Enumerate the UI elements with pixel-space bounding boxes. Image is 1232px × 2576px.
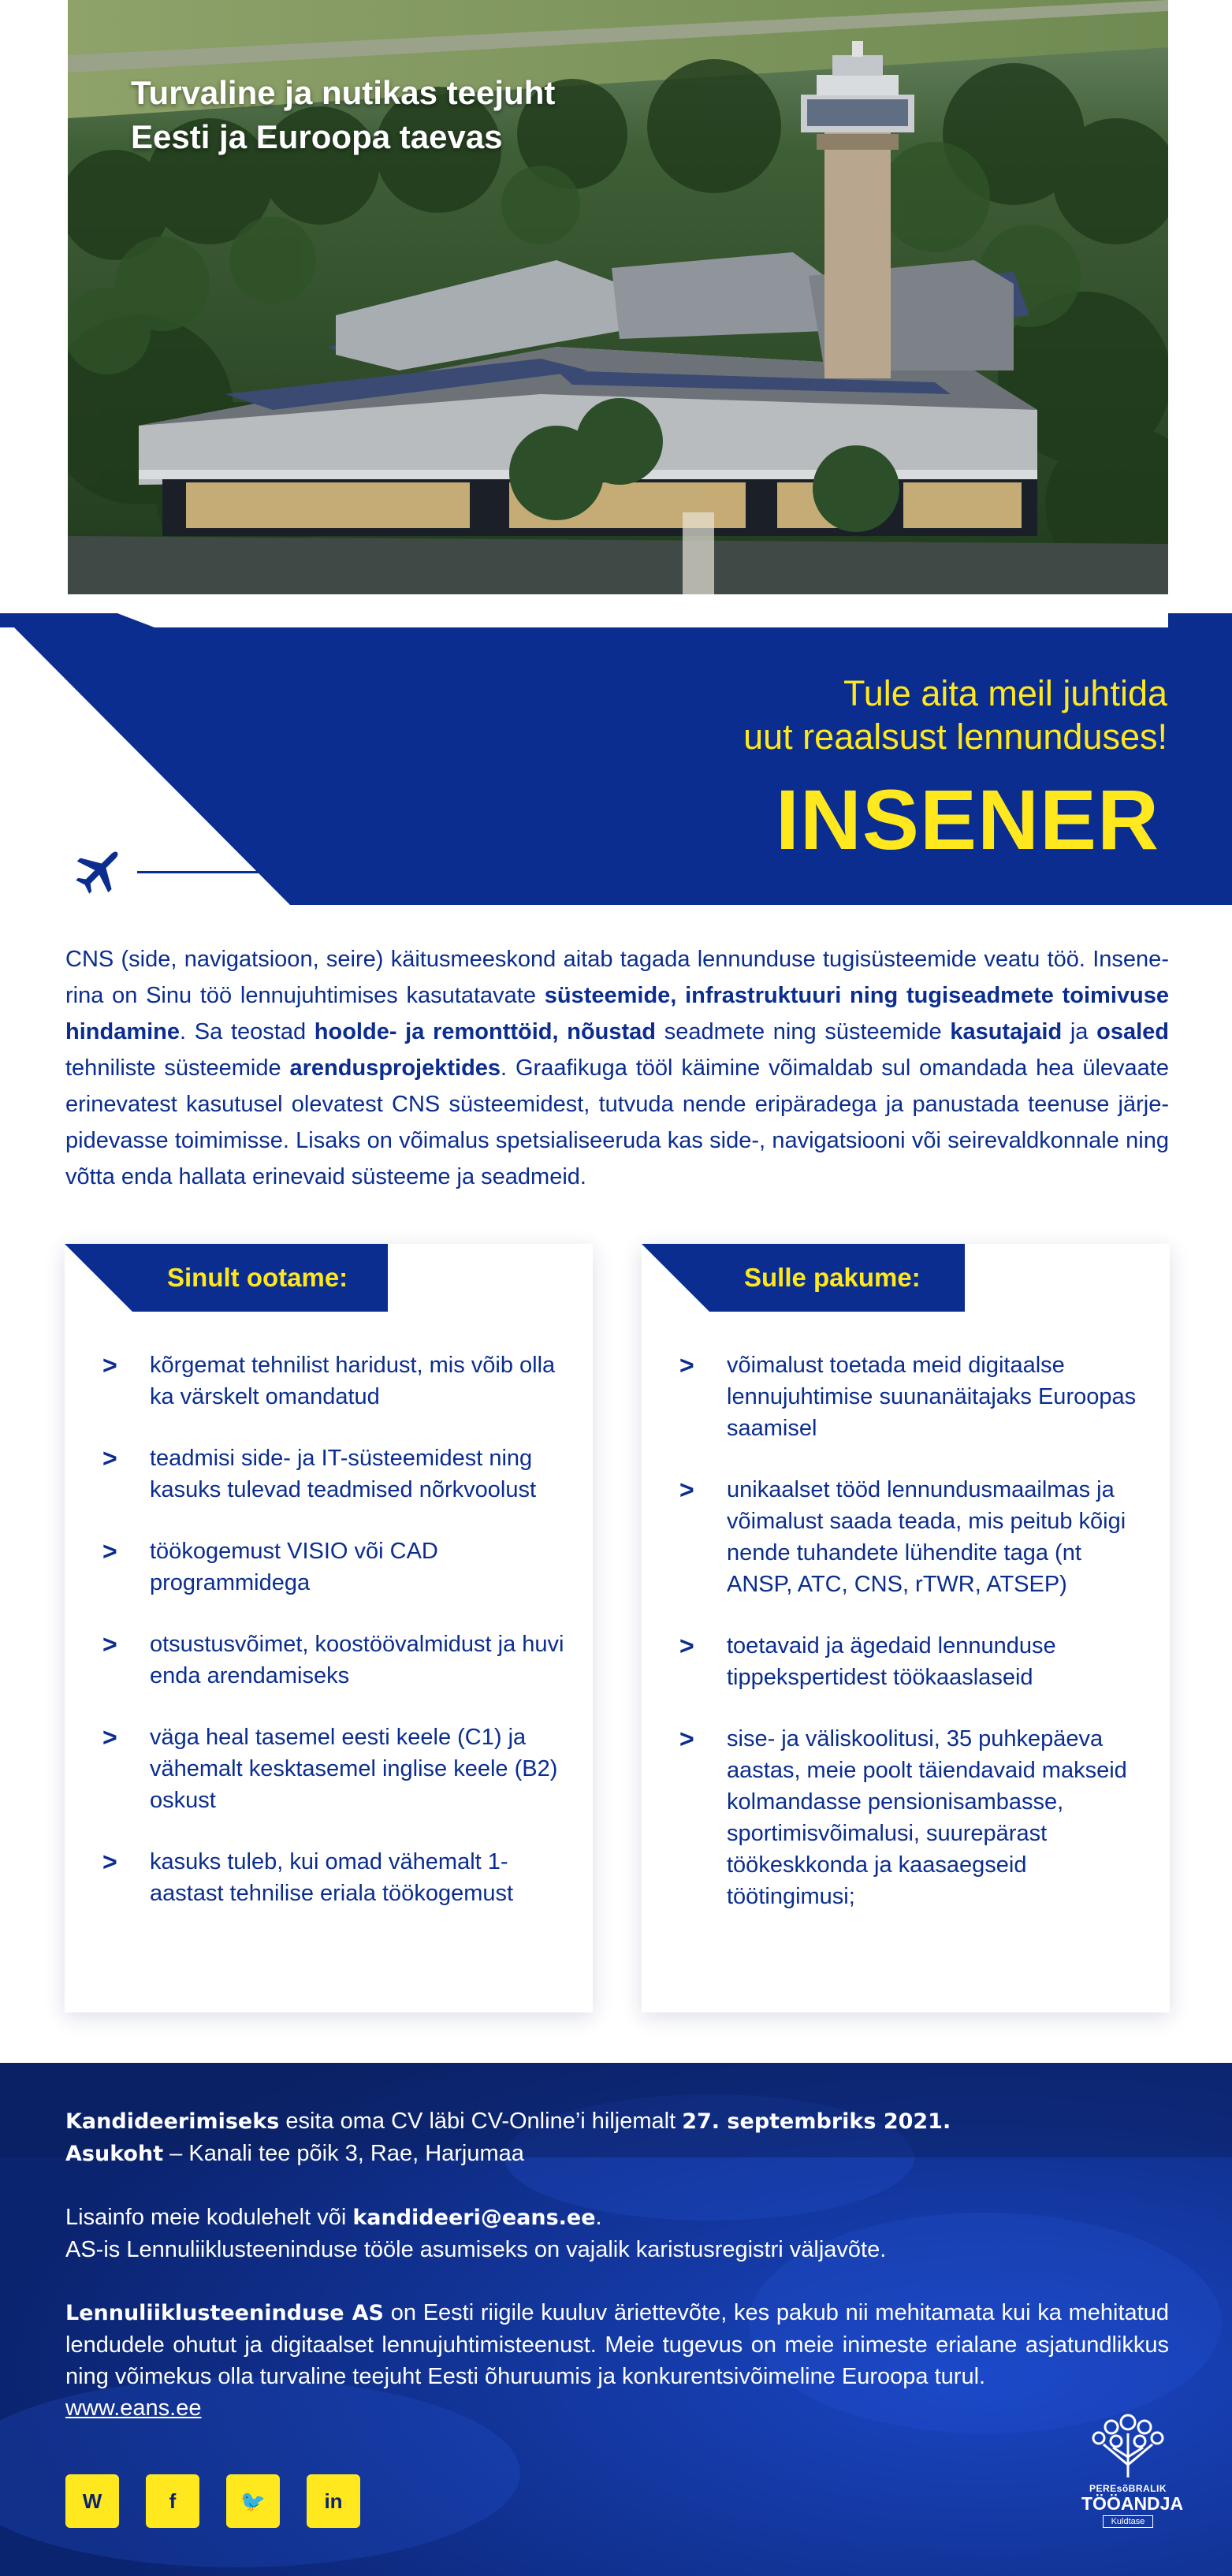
company-name: Lennuliiklusteeninduse AS	[65, 2301, 385, 2325]
company-paragraph	[65, 2297, 1169, 2392]
list-item-text: teadmisi side- ja IT-süsteemidest ning kasuks tulevad teadmised nõrkvoolust	[150, 1446, 537, 1502]
list-item	[102, 1442, 568, 1506]
social-links	[65, 2474, 360, 2528]
list-item	[102, 1349, 568, 1413]
chevron-right-icon: >	[102, 1444, 117, 1472]
facebook-icon: f	[169, 2489, 177, 2513]
chevron-right-icon: >	[102, 1723, 117, 1751]
email-link[interactable]: kandideeri@eans.ee	[352, 2206, 596, 2230]
requirements-list	[102, 1349, 568, 1909]
list-item	[679, 1349, 1145, 1444]
record-line: AS-is Lennuliiklusteeninduse tööle asumiseks on vajalik karistusregistri väljavõte.	[65, 2237, 887, 2262]
list-item	[102, 1722, 568, 1816]
chevron-right-icon: >	[102, 1537, 117, 1565]
airplane-icon	[71, 842, 128, 899]
linkedin-button[interactable]	[307, 2474, 360, 2528]
list-item-text: võimalust toetada meid digitaalse lennujuhtimise suunanäitajaks Euroopas saamisel	[727, 1353, 1137, 1441]
footer-text	[65, 2105, 1169, 2424]
list-item	[679, 1630, 1145, 1693]
company-text: on Eesti riigile kuuluv äriettevõte, kes pakub nii mehitamata kui ka mehitatud lendudele ohutut ja digitaalset lennujuhtimisteenust. Meie tugevus on meie inimeste erialane asjatundlikkus ning võimekus olla turvaline teejuht Eesti õhuruumis ja konkurentsivõimeline Euroopa turul.	[65, 2300, 1170, 2389]
list-item-text: töökogemust VISIO või CAD programmidega	[150, 1539, 438, 1595]
list-item-text: unikaalset tööd lennundusmaailmas ja võimalust saada teada, mis peitub kõigi nende tuhandete lühendite taga (nt ANSP, ATC, CNS, rTWR, ATSEP)	[727, 1477, 1126, 1597]
list-item-text: väga heal tasemel eesti keele (C1) ja vähemalt kesktasemel inglise keele (B2) oskust	[150, 1725, 558, 1813]
website-link[interactable]: www.eans.ee	[65, 2395, 202, 2421]
chevron-right-icon: >	[102, 1630, 117, 1658]
info-end: .	[595, 2205, 602, 2230]
location-label: Asukoht	[65, 2142, 164, 2166]
requirements-card	[65, 1244, 593, 2012]
twitter-button[interactable]	[226, 2474, 280, 2528]
location-line	[65, 2138, 1169, 2170]
list-item	[679, 1723, 1145, 1912]
info-line	[65, 2202, 1169, 2234]
chevron-right-icon: >	[679, 1351, 694, 1379]
twitter-icon: 🐦	[240, 2489, 266, 2513]
list-item	[102, 1846, 568, 1909]
hero-headline-line-2: uut reaalsust lennunduses!	[743, 717, 1167, 757]
intro-bold-1: süsteemide, infrastruktuuri ning tugiseadmete toimivuse hindamine	[65, 983, 1169, 1044]
hero-section	[0, 0, 1232, 905]
list-item	[679, 1474, 1145, 1600]
chevron-right-icon: >	[102, 1848, 117, 1876]
list-item-text: kõrgemat tehnilist haridust, mis võib olla ka värskelt omandatud	[150, 1353, 556, 1409]
badge-line-1: PEREsõBRALIK	[1089, 2483, 1167, 2494]
plane-line	[137, 871, 263, 873]
apply-line	[65, 2105, 1169, 2138]
chevron-right-icon: >	[679, 1476, 694, 1504]
list-item-text: otsustusvõimet, koostöövalmidust ja huvi enda arendamiseks	[150, 1632, 564, 1688]
list-item	[102, 1536, 568, 1599]
intro-text-5: tehniliste süsteemide	[65, 1055, 290, 1081]
intro-text-6: . Graafikuga tööl käimine võimaldab sul omandada hea ülevaate erinevatest kasutusel olevatest CNS süsteemidest, tutvuda nende eripäradega ja panustada teenuse järjepidevasse toimimisse. Lisaks on võimalus spetsialiseeruda kas side-, navigatsiooni või seirevaldkonnale ning võtta enda hallata erinevaid süsteeme ja seadmeid.	[65, 1055, 1169, 1189]
offer-title: Sulle pakume:	[744, 1263, 921, 1292]
list-item	[102, 1629, 568, 1692]
hero-tagline	[131, 71, 555, 159]
apply-label: Kandideerimiseks	[65, 2109, 280, 2134]
workplace-icon: W	[82, 2489, 102, 2513]
requirements-title: Sinult ootame:	[167, 1263, 348, 1292]
info-text: Lisainfo meie kodulehelt või	[65, 2205, 353, 2230]
deadline: 27. septembriks 2021.	[682, 2109, 951, 2134]
intro-text-3: seadmete ning süsteemide	[656, 1019, 951, 1044]
list-item-text: toetavaid ja ägedaid lennunduse tippekspertidest töökaaslaseid	[727, 1633, 1056, 1690]
intro-paragraph	[65, 941, 1169, 1195]
badge-line-3: Kuldtase	[1103, 2515, 1154, 2528]
apply-text: esita oma CV läbi CV-Online’i hiljemalt	[279, 2109, 683, 2134]
facebook-button[interactable]	[146, 2474, 199, 2528]
intro-bold-4: osaled	[1096, 1019, 1170, 1044]
intro-text-2: . Sa teostad	[180, 1019, 315, 1044]
hero-headline	[458, 672, 1167, 758]
family-friendly-employer-badge	[1081, 2410, 1184, 2528]
offer-list	[679, 1349, 1145, 1912]
intro-text-4: ja	[1062, 1019, 1097, 1044]
chevron-right-icon: >	[679, 1632, 694, 1660]
intro-bold-3: kasutajaid	[950, 1019, 1063, 1044]
hero-tagline-line-1: Turvaline ja nutikas teejuht	[131, 74, 556, 111]
badge-line-2: TÖÖANDJA	[1081, 2493, 1184, 2514]
footer	[0, 2063, 1232, 2576]
job-title: INSENER	[775, 772, 1159, 867]
list-item-text: kasuks tuleb, kui omad vähemalt 1-aastast tehnilise eriala töökogemust	[150, 1849, 514, 1906]
hero-headline-line-1: Tule aita meil juhtida	[843, 673, 1167, 713]
workplace-button[interactable]	[65, 2474, 119, 2528]
location-text: – Kanali tee põik 3, Rae, Harjumaa	[163, 2141, 524, 2166]
intro-text-1: CNS (side, navigatsioon, seire) käitusmeeskond aitab tagada lennunduse tugisüsteemide veatu töö. Insenerina on Sinu töö lennujuhtimises kasutatavate	[65, 947, 1169, 1008]
chevron-right-icon: >	[102, 1351, 117, 1379]
chevron-right-icon: >	[679, 1725, 694, 1753]
linkedin-icon: in	[324, 2489, 343, 2513]
intro-bold-2: hoolde- ja remonttöid, nõustad	[314, 1019, 657, 1044]
list-item-text: sise- ja väliskoolitusi, 35 puhkepäeva aastas, meie poolt täiendavaid makseid kolmandasse pensionisambasse, sportimisvõimalusi, suurepärast töökeskkonda ja kaasaegseid töötingimusi;	[727, 1726, 1127, 1909]
family-tree-icon	[1081, 2410, 1174, 2479]
hero-tagline-line-2: Eesti ja Euroopa taevas	[131, 118, 503, 155]
offer-card	[642, 1244, 1170, 2012]
intro-bold-5: arendusprojektides	[289, 1055, 501, 1081]
